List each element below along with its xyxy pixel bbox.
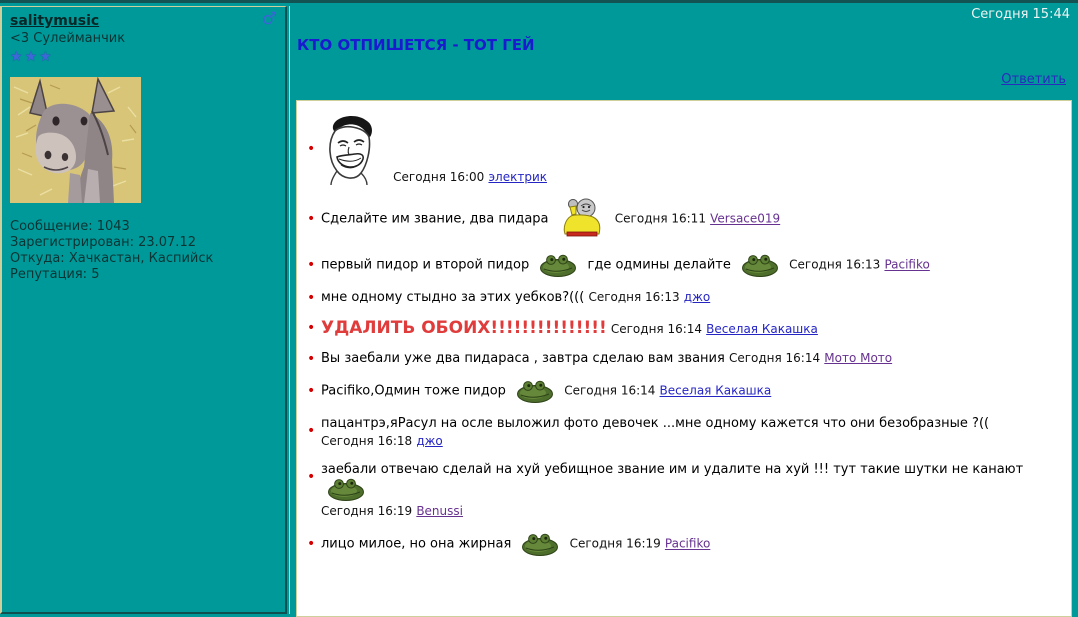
- male-gender-icon: ♂: [261, 9, 277, 29]
- comment-row: [307, 379, 1063, 403]
- comment-row: [307, 290, 1063, 305]
- comment-time: Сегодня 16:14: [610, 322, 703, 336]
- comment-row: [307, 253, 1063, 277]
- comment-row: [307, 113, 1063, 185]
- crocodile-smiley-icon: [539, 253, 577, 277]
- star-icon: ★: [39, 49, 54, 65]
- comment-author-link[interactable]: джо: [416, 434, 443, 448]
- comment-author-link[interactable]: джо: [683, 290, 711, 304]
- bullet-icon: •: [307, 289, 316, 306]
- star-icon: ★: [10, 49, 25, 65]
- avatar-photo-donkey: [10, 77, 141, 203]
- reply-link[interactable]: Ответить: [1001, 72, 1066, 87]
- comment-row: [307, 462, 1063, 519]
- comment-time: Сегодня 16:14: [564, 383, 656, 398]
- comment-text: где одмины делайте: [587, 257, 731, 273]
- crocodile-smiley-icon: [741, 253, 779, 277]
- user-rating-stars: [10, 49, 277, 65]
- stat-from: Откуда: Хачкастан, Каспийск: [10, 251, 214, 266]
- comment-time: Сегодня 16:19: [321, 504, 413, 518]
- crocodile-smiley-icon: [516, 379, 554, 403]
- comment-time: Сегодня 16:00: [393, 170, 485, 184]
- comment-author-link[interactable]: Веселая Какашка: [706, 322, 818, 336]
- comment-row: [307, 318, 1063, 338]
- comment-author-link[interactable]: Versace019: [710, 211, 781, 226]
- comment-text: Вы заебали уже два пидараса , завтра сделаю вам звания: [321, 351, 725, 366]
- comment-time: Сегодня 16:13: [588, 290, 680, 304]
- bullet-icon: •: [307, 141, 316, 157]
- comment-author-link[interactable]: Benussi: [416, 504, 463, 518]
- comment-row: [307, 351, 1063, 366]
- comment-time: Сегодня 16:14: [728, 351, 821, 365]
- comment-text-alert: УДАЛИТЬ ОБОИХ!!!!!!!!!!!!!!!: [321, 318, 607, 338]
- comment-author-link[interactable]: Pacifiko: [884, 257, 930, 272]
- stat-reputation: Репутация: 5: [10, 267, 100, 282]
- messages-panel: [296, 100, 1072, 617]
- bullet-icon: •: [307, 257, 316, 273]
- user-status-text: <3 Сулейманчик: [10, 31, 126, 46]
- profile-sidebar: [0, 6, 287, 614]
- comment-author-link[interactable]: Pacifiko: [664, 536, 711, 551]
- comment-author-link[interactable]: Веселая Какашка: [659, 383, 772, 398]
- comment-row: [307, 416, 1063, 449]
- comment-text: лицо милое, но она жирная: [321, 536, 512, 552]
- comment-time: Сегодня 16:11: [614, 211, 706, 226]
- profile-stats: [10, 219, 277, 283]
- crocodile-smiley-icon: [521, 532, 559, 556]
- username-link[interactable]: salitymusic: [10, 13, 100, 29]
- stat-registered: Зарегистрирован: 23.07.12: [10, 235, 196, 250]
- bullet-icon: •: [307, 350, 316, 367]
- yao-ming-laughing-face-icon: [321, 113, 379, 185]
- comments-list: [297, 101, 1071, 556]
- bullet-icon: •: [307, 423, 316, 439]
- bullet-icon: •: [307, 469, 316, 485]
- crocodile-smiley-icon: [327, 477, 365, 501]
- comment-time: Сегодня 16:13: [789, 257, 881, 272]
- comment-text: пацантрэ,яРасул на осле выложил фото девочек ...мне одному кажется что они безобразные ?((: [321, 416, 990, 431]
- bullet-icon: •: [307, 211, 316, 227]
- thread-title: КТО ОТПИШЕТСЯ - ТОТ ГЕЙ: [297, 36, 535, 54]
- comment-author-link[interactable]: электрик: [488, 170, 547, 184]
- comment-author-link[interactable]: Мото Мото: [824, 351, 893, 365]
- sidebar-divider: [289, 6, 290, 614]
- fist-shake-man-icon: [559, 198, 605, 240]
- thread-timestamp: Сегодня 15:44: [971, 7, 1070, 22]
- comment-text: первый пидор и второй пидор: [321, 257, 530, 273]
- bullet-icon: •: [307, 383, 316, 399]
- bullet-icon: •: [307, 536, 316, 552]
- stat-messages: Сообщение: 1043: [10, 219, 130, 234]
- comment-text: Pacifiko,Одмин тоже пидор: [321, 383, 506, 399]
- comment-row: [307, 532, 1063, 556]
- comment-time: Сегодня 16:18: [321, 434, 413, 448]
- star-icon: ★: [24, 49, 40, 65]
- comment-row: [307, 198, 1063, 240]
- comment-time: Сегодня 16:19: [569, 536, 661, 551]
- comment-text: заебали отвечаю сделай на хуй уебищное звание им и удалите на хуй !!! тут такие шутки не канают: [321, 462, 1024, 477]
- bullet-icon: •: [307, 320, 316, 336]
- comment-text: Сделайте им звание, два пидара: [321, 211, 549, 227]
- comment-text: мне одному стыдно за этих уебков?(((: [321, 290, 585, 305]
